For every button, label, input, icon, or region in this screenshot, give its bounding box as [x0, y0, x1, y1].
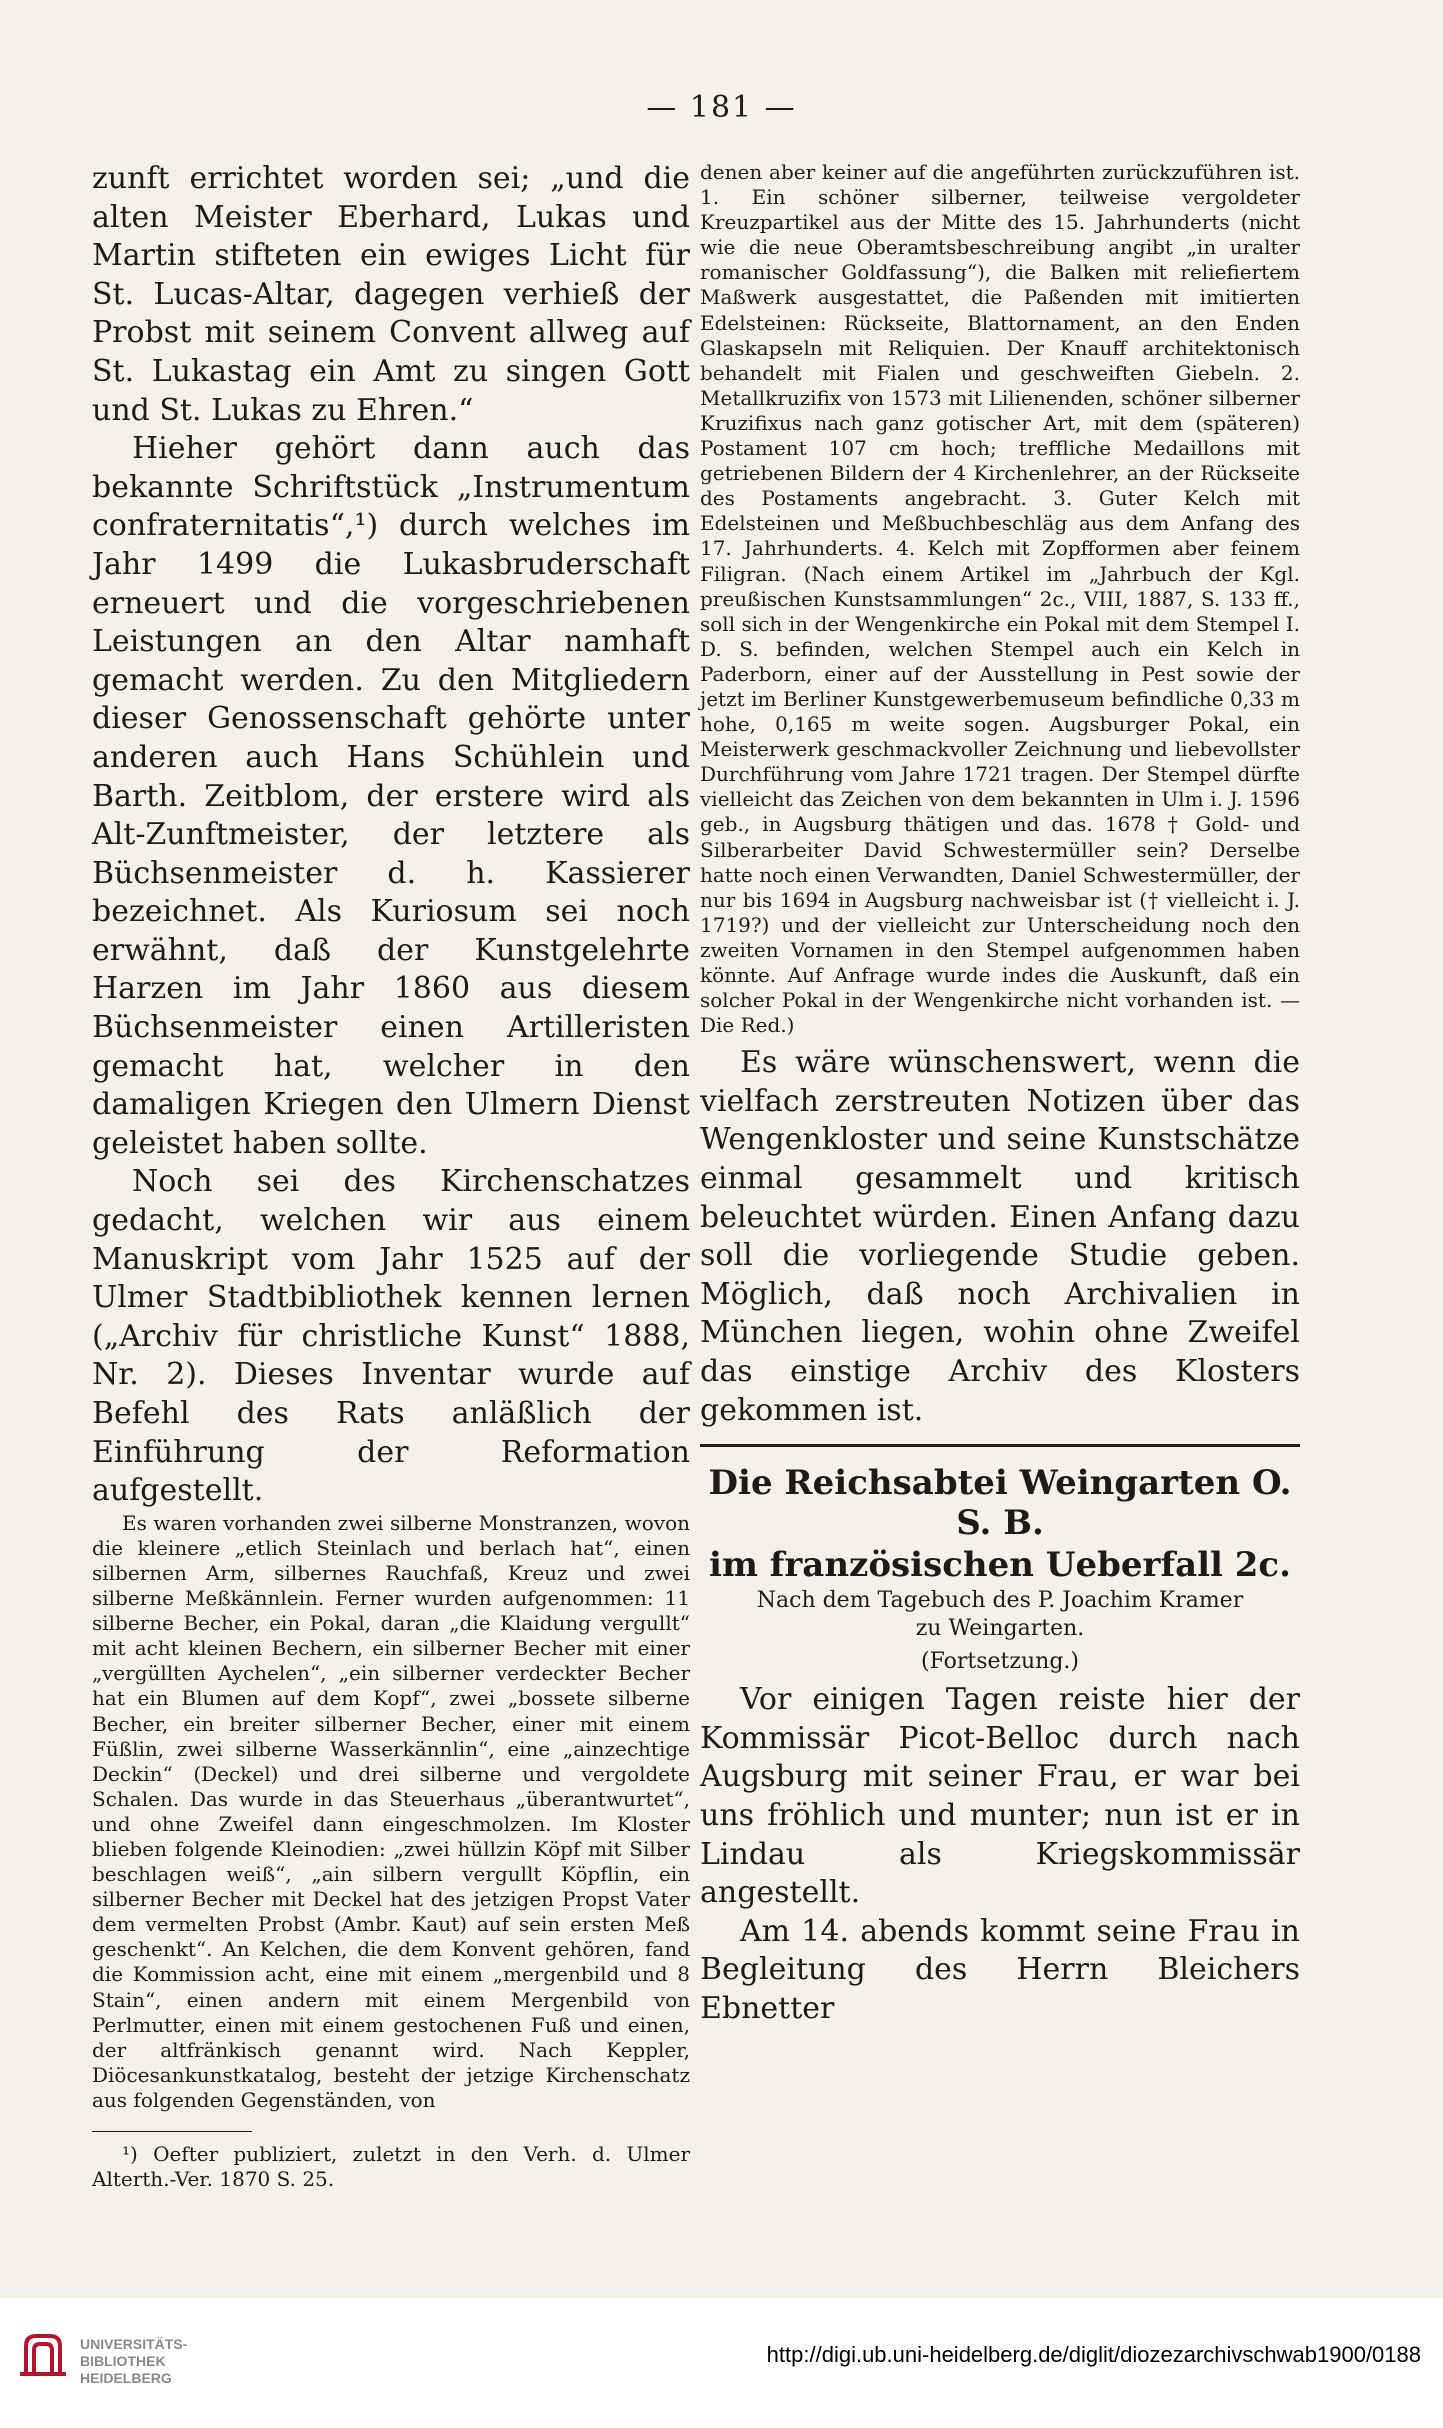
footnote: ¹) Oefter publiziert, zuletzt in den Verh. d. Ulmer Alterth.-Ver. 1870 S. 25. [92, 2142, 690, 2192]
article-heading-line-1: Die Reichsabtei Weingarten O. S. B. [708, 1463, 1292, 1544]
byline-line-1: Nach dem Tagebuch des P. Joachim Kramer [756, 1588, 1244, 1614]
left-paragraph-2: Hieher gehört dann auch das bekannte Schriftstück „Instrumentum confraternitatis“,¹) durch welches im Jahr 1499 die Lukasbruderschaft erneuert und die vorgeschriebenen Leistungen an den Altar namhaft gemacht werden. Zu den Mitgliedern dieser Genossenschaft gehörte unter anderen auch Hans Schühlein und Barth. Zeitblom, der erstere wird als Alt-Zunftmeister, der letztere als Büchsenmeister d. h. Kassierer bezeichnet. Als Kuriosum sei noch erwähnt, daß der Kunstgelehrte Harzen im Jahr 1860 aus diesem Büchsenmeister einen Artilleristen gemacht hat, welcher in den damaligen Kriegen den Ulmern Dienst geleistet haben sollte. [92, 431, 690, 1161]
left-paragraph-4-small: Es waren vorhanden zwei silberne Monstranzen, wovon die kleinere „etlich Steinlach und berlach hat“, einen silbernen Arm, silbernes Rauchfaß, Kreuz und zwei silberne Meßkännlein. Ferner wurden aufgenommen: 11 silberne Becher, ein Pokal, daran „die Klaidung vergullt“ mit acht kleinen Bechern, ein silberner Becher mit einer „vergüllten Aychelen“, „ein silberner verdeckter Becher hat ein Blumen auf dem Kopf“, zwei „bossete silberne Becher, ein breiter silberner Becher, einer mit einem Füßlin, zwei silberne Wasserkännlin“, eine „ainzechtige Deckin“ (Deckel) und drei silberne und vergoldete Schalen. Das wurde in das Steuerhaus „überantwurtet“, und ohne Zweifel dann eingeschmolzen. Im Kloster blieben folgende Kleinodien: „zwei hüllzin Köpf mit Silber beschlagen weiß“, „ain silbern vergullt Köpflin, ein silberner Becher mit Deckel hat des jetzigen Propst Vater dem vermelten Probst (Ambr. Kaut) auf sein ersten Meß geschenkt“. An Kelchen, die dem Konvent gehören, fand die Kommission acht, eine mit einem „mergenbild und 8 Stain“, einen andern mit einem Mergenbild von Perlmutter, einen mit einem gestochenen Fuß und einen, der altfränkisch genannt wird. Nach Keppler, Diöcesankunstkatalog, besteht der jetzige Kirchenschatz aus folgenden Gegenständen, von [92, 1510, 690, 2112]
article-heading-line-2: im französischen Ueberfall 2c. [709, 1545, 1291, 1586]
continuation-note: (Fortsetzung.) [921, 1649, 1079, 1675]
library-name [80, 2336, 187, 2387]
library-logo-icon [16, 2328, 70, 2382]
right-column [700, 160, 1300, 2168]
left-paragraph-1: zunft errichtet worden sei; „und die alten Meister Eberhard, Lukas und Martin stifteten ein ewiges Licht für St. Lucas-Altar, dagegen verhieß der Probst mit seinem Convent allweg auf St. Lukastag ein Amt zu singen Gott und St. Lukas zu Ehren.“ [92, 161, 690, 428]
left-paragraph-3: Noch sei des Kirchenschatzes gedacht, welchen wir aus einem Manuskript vom Jahr 1525 auf der Ulmer Stadtbibliothek kennen lernen („Archiv für christliche Kunst“ 1888, Nr. 2). Dieses Inventar wurde auf Befehl des Rats anläßlich der Einführung der Reformation aufgestellt. [92, 1164, 690, 1509]
section-divider [700, 1444, 1300, 1447]
right-paragraph-4: Am 14. abends kommt seine Frau in Begleitung des Herrn Bleichers Ebnetter [700, 1913, 1300, 2026]
library-name-line-2: BIBLIOTHEK [80, 2353, 166, 2369]
library-name-line-3: HEIDELBERG [80, 2370, 172, 2386]
right-paragraph-2: Es wäre wünschenswert, wenn die vielfach zerstreuten Notizen über das Wengenkloster und seine Kunstschätze einmal gesammelt und kritisch beleuchtet würden. Einen Anfang dazu soll die vorliegende Studie geben. Möglich, daß noch Archivalien in München liegen, wohin ohne Zweifel das einstige Archiv des Klosters gekommen ist. [700, 1045, 1300, 1428]
left-column [92, 160, 690, 2192]
library-name-line-1: UNIVERSITÄTS- [80, 2336, 188, 2352]
right-paragraph-1-small: denen aber keiner auf die angeführten zurückzuführen ist. 1. Ein schöner silberner, teilweise vergoldeter Kreuzpartikel aus der Mitte des 15. Jahrhunderts (nicht wie die neue Oberamtsbeschreibung angibt „in uralter romanischer Goldfassung“), die Balken mit reliefiertem Maßwerk ausgestattet, die Paßenden mit imitierten Edelsteinen: Rückseite, Blattornament, an den Enden Glaskapseln mit Reliquien. Der Knauff architektonisch behandelt mit Fialen und geschweiften Giebeln. 2. Metallkruzifix von 1573 mit Lilienenden, schöner silberner Kruzifixus nach ganz gotischer Art, mit dem (späteren) Postament 107 cm hoch; treffliche Medaillons mit getriebenen Bildern der 4 Kirchenlehrer, an der Rückseite des Postaments angebracht. 3. Guter Kelch mit Edelsteinen und Meßbuchbeschläg aus dem Anfang des 17. Jahrhunderts. 4. Kelch mit Zopfformen aber feinem Filigran. (Nach einem Artikel im „Jahrbuch der Kgl. preußischen Kunstsammlungen“ 2c., VIII, 1887, S. 133 ff., soll sich in der Wengenkirche ein Pokal mit dem Stempel I. D. S. befinden, welchen Stempel auch ein Kelch in Paderborn, einer auf der Ausstellung in Pest sowie der jetzt im Berliner Kunstgewerbemuseum befindliche 0,33 m hohe, 0,165 m weite sogen. Augsburger Pokal, ein Meisterwerk geschmackvoller Zeichnung und liebevollster Durchführung vom Jahre 1721 tragen. Der Stempel dürfte vielleicht das Zeichen von dem bekannten in Ulm i. J. 1596 geb., in Augsburg thätigen und das. 1678 † Gold- und Silberarbeiter David Schwestermüller sein? Derselbe hatte noch einen Verwandten, Daniel Schwestermüller, der nur bis 1694 in Augsburg nachweisbar ist († vielleicht i. J. 1719?) und der vielleicht zur Unterscheidung noch den zweiten Vornamen in den Stempel aufgenommen haben könnte. Auf Anfrage wurde indes die Auskunft, daß ein solcher Pokal in der Wengenkirche nicht vorhanden ist. — Die Red.) [700, 160, 1300, 1038]
byline-line-2: zu Weingarten. [915, 1616, 1085, 1642]
footnote-divider [92, 2131, 252, 2132]
page-number: — 181 — [646, 90, 797, 125]
source-url[interactable]: http://digi.ub.uni-heidelberg.de/diglit/diozezarchivschwab1900/0188 [766, 2342, 1421, 2367]
right-paragraph-3: Vor einigen Tagen reiste hier der Kommissär Picot-Belloc durch nach Augsburg mit seiner Frau, er war bei uns fröhlich und munter; nun ist er in Lindau als Kriegskommissär angestellt. [700, 1682, 1300, 1911]
footer-bar [0, 2298, 1443, 2428]
